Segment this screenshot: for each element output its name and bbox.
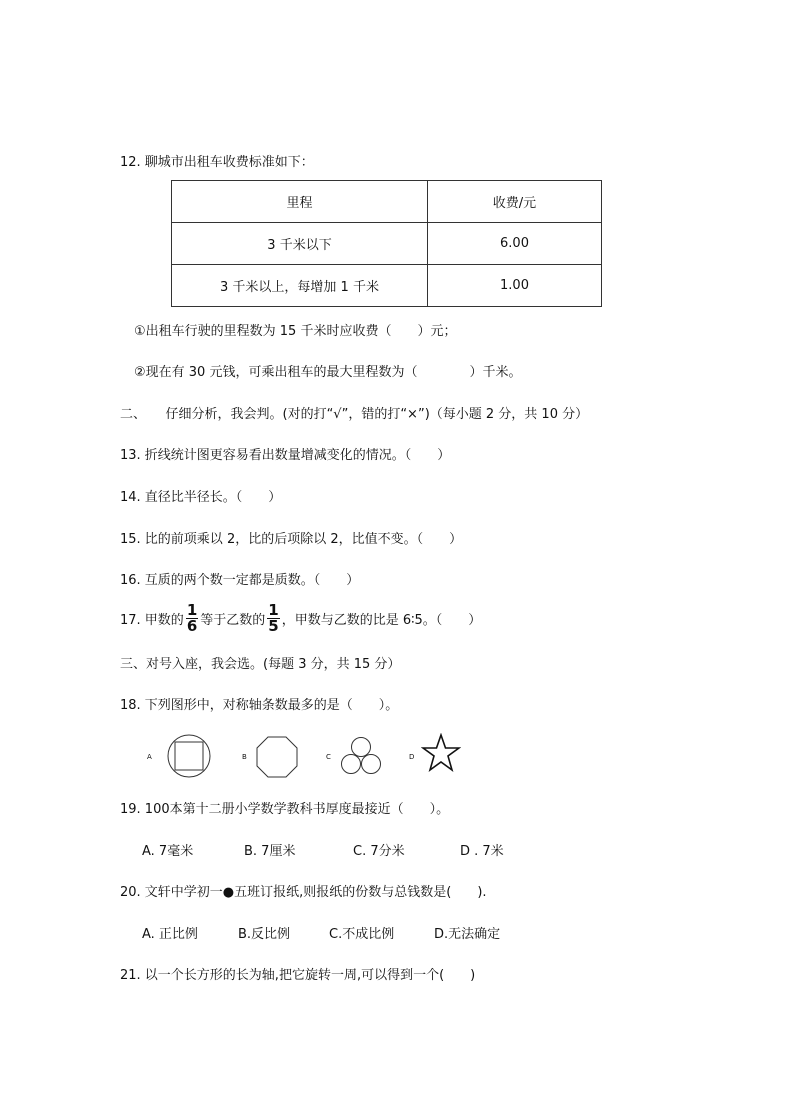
- q19-option-d: D . 7米: [460, 844, 504, 859]
- q15: 15. 比的前项乘以 2，比的后项除以 2，比值不变。（ ）: [120, 532, 463, 547]
- q18: 18. 下列图形中，对称轴条数最多的是（ ）。: [120, 698, 399, 713]
- q12-sub2: ②现在有 30 元钱，可乘出租车的最大里程数为（ ）千米。: [134, 365, 522, 380]
- fraction-numerator: 1: [268, 600, 279, 619]
- fee-table: [171, 180, 602, 307]
- q17-middle: 等于乙数的: [200, 612, 266, 628]
- table-header-cell: 收费/元: [428, 181, 602, 223]
- q13: 13. 折线统计图更容易看出数量增减变化的情况。（ ）: [120, 448, 451, 463]
- table-header-row: [172, 181, 602, 223]
- q20-option-c: C.不成比例: [329, 927, 395, 942]
- q20-option-b: B.反比例: [238, 927, 291, 942]
- section3-title: 三、对号入座，我会选。(每题 3 分，共 15 分）: [120, 657, 401, 672]
- section2-title: 二、 仔细分析，我会判。(对的打“√”，错的打“×”)（每小题 2 分，共 10 分）: [120, 407, 589, 422]
- table-header-cell: 里程: [172, 181, 428, 223]
- option-label-a: A: [147, 753, 152, 761]
- fraction-denominator: 5: [268, 616, 279, 635]
- octagon-figure: [255, 735, 299, 779]
- fraction-numerator: 1: [186, 600, 198, 619]
- circle-with-square-figure: [166, 733, 212, 779]
- table-cell: 1.00: [428, 265, 602, 307]
- q17: [120, 600, 481, 636]
- option-label-c: C: [326, 753, 331, 761]
- q12-sub1: ①出租车行驶的里程数为 15 千米时应收费（ ）元；: [134, 324, 457, 339]
- fraction-one-sixth: [186, 600, 198, 635]
- table-cell: 3 千米以上，每增加 1 千米: [172, 265, 428, 307]
- option-label-d: D: [409, 753, 415, 761]
- q18-figures: [147, 731, 467, 779]
- q19-option-b: B. 7厘米: [244, 844, 296, 859]
- table-row: [172, 223, 602, 265]
- fraction-one-fifth: [267, 600, 279, 635]
- table-cell: 3 千米以下: [172, 223, 428, 265]
- q14: 14. 直径比半径长。（ ）: [120, 490, 282, 505]
- table-cell: 6.00: [428, 223, 602, 265]
- three-circles-figure: [338, 735, 384, 777]
- q17-prefix: 17. 甲数的: [120, 612, 184, 628]
- q19: 19. 100本第十二册小学数学教科书厚度最接近（ ）。: [120, 802, 450, 817]
- q20-option-d: D.无法确定: [434, 927, 501, 942]
- star-figure: [421, 733, 461, 773]
- fraction-denominator: 6: [186, 616, 198, 635]
- q17-suffix: ，甲数与乙数的比是 6∶5。（ ）: [281, 612, 482, 628]
- q19-option-c: C. 7分米: [353, 844, 405, 859]
- q19-option-a: A. 7毫米: [142, 844, 194, 859]
- q20: 20. 文轩中学初一●五班订报纸,则报纸的份数与总钱数是( ).: [120, 885, 487, 900]
- q16: 16. 互质的两个数一定都是质数。（ ）: [120, 573, 360, 588]
- table-row: [172, 265, 602, 307]
- option-label-b: B: [242, 753, 247, 761]
- q20-option-a: A. 正比例: [142, 927, 198, 942]
- q12-stem: 12. 聊城市出租车收费标准如下：: [120, 155, 314, 170]
- q21: 21. 以一个长方形的长为轴,把它旋转一周,可以得到一个( ): [120, 968, 476, 983]
